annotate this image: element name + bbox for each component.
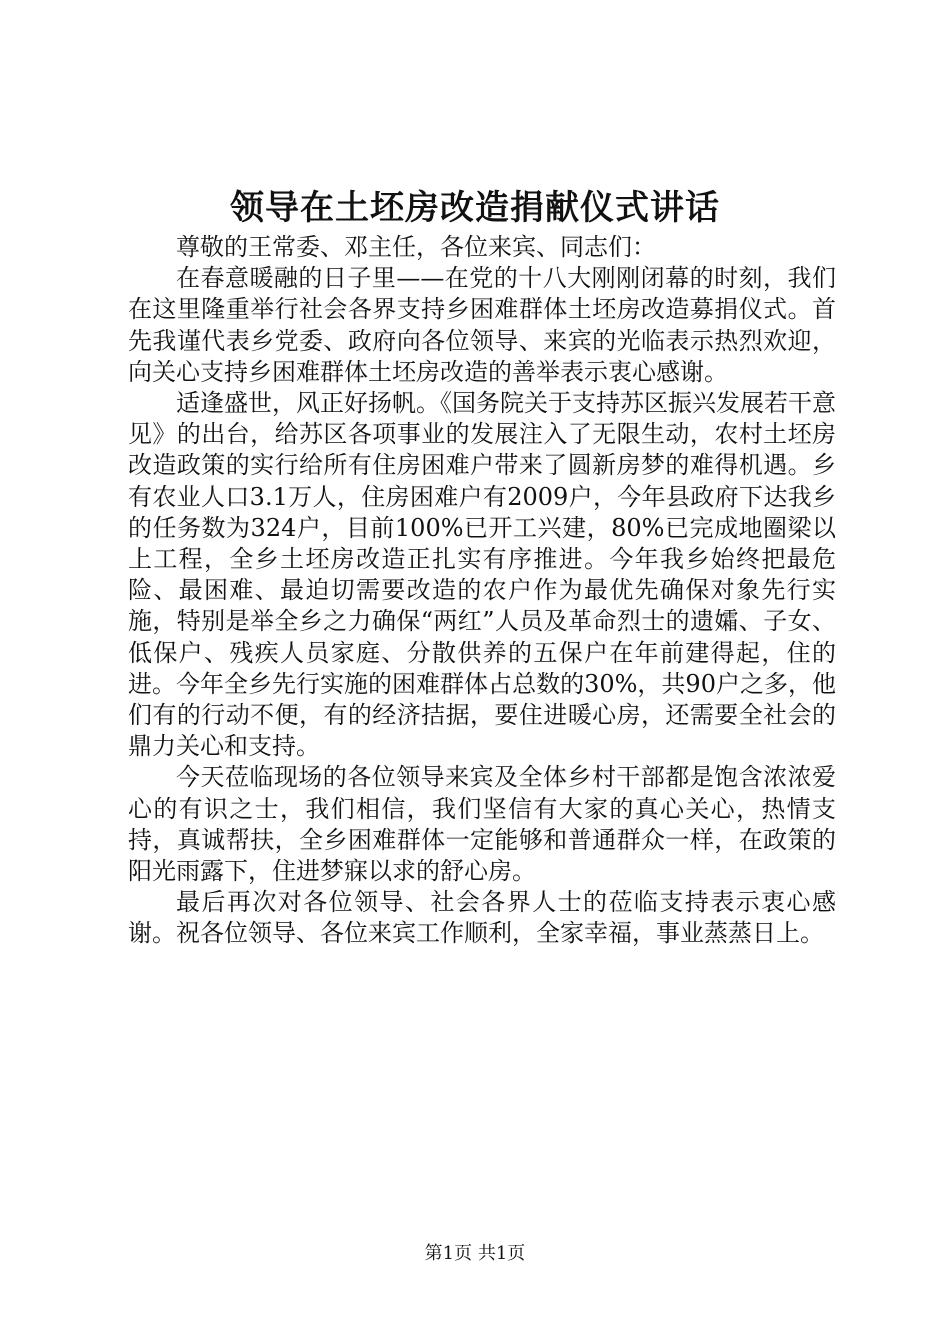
- paragraph-3: 今天莅临现场的各位领导来宾及全体乡村干部都是饱含浓浓爱心的有识之士，我们相信，我们坚信有大家的真心关心，热情支持，真诚帮扶，全乡困难群体一定能够和普通群众一样，在政策的阳光雨露下，住进梦寐以求的舒心房。: [128, 763, 836, 886]
- salutation: 尊敬的王常委、邓主任，各位来宾、同志们：: [176, 233, 656, 261]
- page-footer: 第1页 共1页: [424, 1243, 526, 1264]
- paragraph-1: 在春意暖融的日子里——在党的十八大刚刚闭幕的时刻，我们在这里隆重举行社会各界支持乡困难群体土坯房改造募捐仪式。首先我谨代表乡党委、政府向各位领导、来宾的光临表示热烈欢迎，向关心支持乡困难群体土坯房改造的善举表示衷心感谢。: [128, 264, 836, 386]
- document-body: [128, 232, 836, 950]
- paragraph-2: 适逢盛世，风正好扬帆。《国务院关于支持苏区振兴发展若干意见》的出台，给苏区各项事业的发展注入了无限生动，农村土坯房改造政策的实行给所有住房困难户带来了圆新房梦的难得机遇。乡有农业人口3.1万人，住房困难户有2009户，今年县政府下达我乡的任务数为324户，目前100%已开工兴建，80%已完成地圈梁以上工程，全乡土坯房改造正扎实有序推进。今年我乡始终把最危险、最困难、最迫切需要改造的农户作为最优先确保对象先行实施，特别是举全乡之力确保“两红”人员及革命烈士的遗孀、子女、低保户、残疾人员家庭、分散供养的五保户在年前建得起，住的进。今年全乡先行实施的困难群体占总数的30%，共90户之多，他们有的行动不便，有的经济拮据，要住进暖心房，还需要全社会的鼎力关心和支持。: [128, 389, 836, 761]
- document-title: 领导在土坯房改造捐献仪式讲话: [230, 188, 720, 228]
- paragraph-4: 最后再次对各位领导、社会各界人士的莅临支持表示衷心感谢。祝各位领导、各位来宾工作顺利，全家幸福，事业蒸蒸日上。: [128, 888, 836, 948]
